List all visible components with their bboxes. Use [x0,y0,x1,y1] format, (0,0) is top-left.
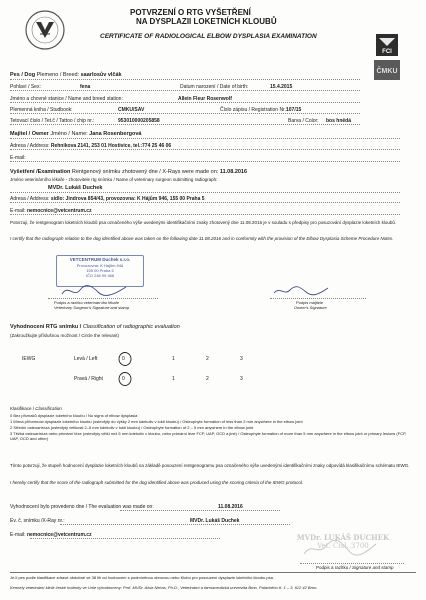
right-grade-0: 0 [122,376,125,382]
vet-name-label: Jméno veterinárního lékaře - zhotovitele rtg snímku / Name of veterinary surgeon submitting radiograph: [10,177,218,182]
right-grade-circle [119,373,131,386]
title-czech-2: NA DYSPLAZII LOKETNÍCH KLOUBŮ [136,17,277,26]
name-value: Allein Fleur Rosenwolf [178,96,232,102]
left-grade-1: 1 [172,356,175,362]
left-label: Levá / Left [74,356,98,362]
evaluator-signature [300,538,380,560]
color-label: Barva / Color: [288,118,319,124]
vet-name-value: MVDr. Lukáš Duchek [48,185,103,191]
selected-grade-marks [116,350,136,390]
stamp-signature-caption [316,565,394,571]
eval-date-label: Vyhodnocení bylo provedeno dne / The evaluation was made on: [10,504,154,510]
owner-address-label: Adresa / Address: [10,143,50,149]
left-grade-circle [119,353,131,366]
breed-label: Plemeno / Breed: [36,72,80,78]
final-statement-en: I hereby certify that the score of the radiograph submitted for the dog identified above was produced using the scoring criteria of the IEWG protocol. [10,480,304,485]
stamp-clinic-name: VETCENTRUM Duchek s.r.o. [69,257,131,262]
tattoo-label: Tetovací číslo / Tet.č / Tattoo / chip nr.: [10,118,95,124]
owner-name-value: Jana Rosenbergová [89,131,142,137]
right-grade-1: 1 [172,376,175,382]
title-english: CERTIFICATE OF RADIOLOGICAL ELBOW DYSPLASIA EXAMINATION [100,33,317,40]
vet-address-value: sídlo: Jindrova 854/43, provozovna: K Hájům 946, 155 00 Praha 5 [50,196,205,202]
studbook-label: Plemenná kniha / Studbook: [10,107,73,113]
stamp-line-4: IČO 246 99 466 [85,272,115,278]
classification-item: 0 Bez příznaků dysplazie loketního kloubu / No signs of elbow dysplasia [10,413,138,418]
owner-name-label: Jméno / Name: [50,131,88,137]
owner-signature [272,284,332,298]
exam-row [10,169,247,176]
kennel-club-logo [22,8,68,52]
title-czech-1: POTVRZENÍ O RTG VYŠETŘENÍ [130,8,251,17]
regno-label: Číslo zápisu / Registration Nr.: [220,107,288,113]
vet-email-label: E-mail: [10,208,26,214]
owner-signature-caption-en: Owner's Signature [294,305,327,310]
evaluation-heading-en: Classification of radiographic evaluation [82,324,180,330]
stamp-signature-caption-cz: Podpis a razítko / [316,565,353,570]
classification-item: 1 Mírná přítomnost dysplazie loketního kloubu (osteofyty do výšky 2 mm kdekoliv v lokti kloubu) / Osteophyte formation of less than 2 mm anywhere in the elbow joint [10,419,303,424]
vet-email-value: nemocnice@vetcentrum.cz [26,208,92,214]
classification-item: 3 Těžká osteoartróza nebo primární léze (osteofyty větší než 5 mm kdekoliv v kloubu, nebo primární léze FCP, UAP, OCD a jiné) / Osteophyte formation of more than 5 mm anywhere in the elbow joint or primary lesions (FCP, UAP, OCD and other) [10,431,407,441]
footer-note-cz: Je-li pes podle klasifikace zdravé obdobné ve 38 lih od hodnocení s podmíněnou obnovou nebo Klubu pro posouzení dysplazie loketního kloubu psa. [10,575,274,580]
color-value: bos hnědá [326,118,352,124]
classification-heading-cz: Klasifikace / [10,406,36,411]
right-grade-3: 3 [240,376,243,382]
cmku-logo-label: ČMKU [376,68,398,75]
gray-stamp-line-2: Vet. Čísl. 3700 [317,542,369,550]
right-grade-2: 2 [206,376,209,382]
fci-logo-label: FCI [382,49,392,55]
exam-date-value: 11.08.2016 [219,169,248,175]
final-email-value: nemocnice@vetcentrum.cz [26,532,92,538]
evaluation-heading: Vyhodnocení RTG snímku / [10,324,82,330]
right-label: Pravá / Right [74,376,103,382]
footer-note-en: Kennely veterinární klinik české hodnoty ve Unie vyhodnoceny: Prof. MVDr. Aloiz Nečas, Ph.D., Veterinární a farmaceutická univerzita Brno, Palackého tř. 1 – 3, 612 42 Brno. [10,585,318,590]
stamp-line-2: Provozovna: K Hájům 946 [76,262,124,268]
final-statement-cz: Tímto potvrzuji, že stupeň hodnocení dysplazie loketních kloubů na základě posouzení rentgenogramu psa označeného výše uvedenými identifikačními znaky odpovídá klasifikačnímu schématu IEWG. [10,463,410,468]
breed-value: saarlosův vlčák [80,72,122,78]
sex-label: Pohlaví / Sex: [10,84,41,90]
left-grade-2: 2 [206,356,209,362]
classification-list [10,413,416,442]
dog-section-heading [10,72,122,79]
owner-signature-caption-cz: Podpis majitele [296,300,324,305]
dob-label: Datum narození / Date of birth: [180,84,249,90]
vet-address-label: Adresa / Address: [10,196,50,202]
evaluator-label: Ev. č. snímku /X-Ray nr.: [10,518,65,524]
owner-email-label: E-mail: [10,155,26,161]
classification-heading-en: Classification [35,406,62,411]
dob-value: 15.4.2015 [270,84,293,90]
owner-address-value: Rehnikova 2141, 253 01 Hostivice, tel.:774 25 46 06 [50,143,172,149]
vet-confirm-en: I certify that the radiograph relation to the dog identified above was taken on the following date 11.08.2016 and in conformity with the provision of the Elbow Dysplasia Scheme Procedure Notes. [10,236,394,241]
owner-heading: Majitel / Owner [10,131,49,137]
regno-value: 107/15 [286,107,302,113]
gray-stamp-line-1: MVDr. LUKÁŠ DUCHEK [296,533,390,542]
owner-row [10,131,141,138]
exam-date-label: Rentgenový snímku zhotovený dne / X-Rays were made on: [71,169,219,175]
vet-signature-caption-cz: Podpis a razítko veterinárního lékaře [54,300,120,305]
cmku-logo [374,60,400,80]
studbook-value: CMKU/SAV [118,107,145,113]
vet-signature-caption-en: Veterinary Surgeon's Signature and stamp [54,305,130,310]
left-grade-3: 3 [240,356,243,362]
name-label: Jméno a chovné stanice / Name and breed station: [10,96,123,102]
final-email-label: E-mail: [10,532,26,538]
classification-item: 2 Střední osteoartróza (osteofyty velikosti 2–5 mm kdekoliv v lokti kloubu) / Osteophyte formation of 2 – 5 mm anywhere in the elbow joint [10,425,254,430]
evaluator-value: MVDr. Lukáš Duchek [190,518,240,524]
fci-logo [376,34,398,56]
vet-confirm-cz: Potvrzuji, že rentgenogram loketních kloubů psa označeného výše uvedenými identifikačními znaky zhotovený dne 11.08.2016 je v souladu s předpisy pro posuzování dysplazie loketních kloubů. [10,220,397,225]
classification-heading [10,406,62,412]
iewg-label: IEWG [22,356,36,362]
dog-heading-label: Pes / Dog [10,72,36,78]
evaluation-instruction: (Zakroužkujte příslušnou možnost / Circle the relevant) [10,333,120,338]
evaluation-heading-row [10,324,180,331]
stamp-signature-caption-en: Signature and stamp [352,565,394,570]
tattoo-value: 953010000205858 [118,118,160,124]
eval-date-value: 11.08.2016 [218,504,243,510]
exam-heading: Vyšetření /Examination [10,169,71,175]
left-grade-0: 0 [122,356,125,362]
sex-value: fena [80,84,91,90]
stamp-line-3: 155 00 Praha 5 [86,267,114,273]
